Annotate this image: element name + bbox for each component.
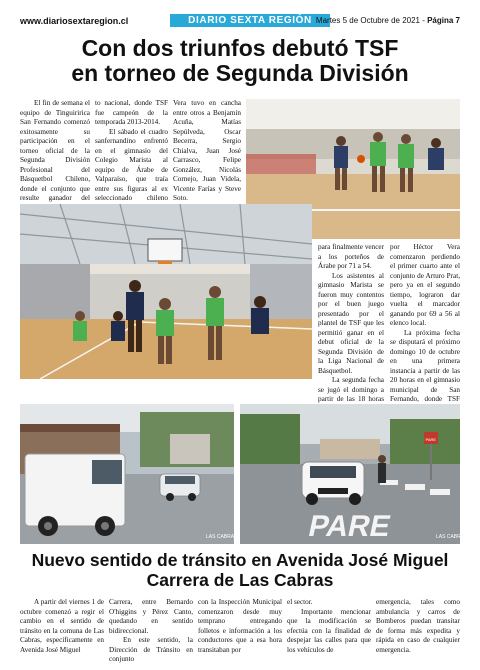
article2-column-1	[20, 598, 104, 655]
article1-column-5	[390, 243, 460, 424]
paragraph: Vera tuvo en cancha entre otros a Benjamín Acuña, Matías Sepúlveda, Oscar Becerra, Sergio Chialva, Juan José Carrasco, Felipe González, Nicolás Cornejo, Juan Videla, Vicente Farías y Steve Soto.	[173, 99, 241, 202]
article1-headline	[20, 36, 460, 86]
newspaper-name: DIARIO SEXTA REGIÓN	[170, 14, 330, 27]
basketball-photo-2	[20, 204, 312, 379]
paragraph: el sector.	[287, 598, 313, 606]
watermark-logo: LAS CABRAS	[436, 534, 468, 540]
stop-sign-text: PARE	[425, 437, 437, 442]
paragraph: por Héctor Vera comenzaron perdiendo el primer cuarto ante el conjunto de Arturo Prat, pero ya en el segundo tiempo, lograron dar vuelta el marcador ganando por 69 a 56 al elenco local.	[390, 243, 460, 327]
paragraph: Importante mencionar que la modificación se efectúa con la finalidad de despejar las calles para que los vehículos de	[287, 607, 371, 654]
website-url[interactable]: www.diariosextaregion.cl	[20, 16, 129, 26]
article1-headline-line1: Con dos triunfos debutó TSF	[81, 35, 399, 61]
paragraph: A partir del viernes 1 de octubre comenzó a regir el cambio en el sentido de tránsito en la comuna de Las Cabras, específicamente en Avenida José Miguel	[20, 598, 104, 654]
paragraph: para finalmente vencer a los porteños de Árabe por 71 a 54.	[318, 243, 384, 270]
street-photo-van	[20, 404, 238, 544]
paragraph: emergencia, tales como ambulancia y carros de Bomberos puedan transitar de forma más expedita y rápida en caso de cualquier emergencia.	[376, 598, 460, 654]
paragraph: El sábado el cuadro sanfernandino enfrentó en el gimnasio del Colegio Marista al equipo de Árabe de Valparaíso, que traía entre sus figuras al ex seleccionado chileno	[95, 127, 168, 202]
date-page	[316, 16, 460, 25]
article1-headline-line2: en torneo de Segunda División	[71, 59, 409, 86]
issue-date: Martes 5 de Octubre de 2021 -	[315, 16, 428, 25]
paragraph: to nacional, donde TSF fue campeón de la temporada 2013-2014.	[95, 99, 168, 126]
page-number: Página 7	[427, 16, 460, 25]
article2-headline-line1: Nuevo sentido de tránsito en Avenida José Miguel	[31, 550, 449, 570]
street-photo-pare	[240, 404, 468, 544]
article2-headline	[20, 550, 460, 590]
watermark-logo: LAS CABRAS	[206, 534, 238, 540]
article2-column-4	[287, 598, 371, 655]
paragraph: La próxima fecha se disputará el próximo domingo 10 de octubre en una primera instancia a partir de las 20 horas en el gimnasio municipal de San Fernando, donde TSF	[390, 328, 460, 403]
page-header	[20, 14, 460, 28]
paragraph: Carrera, entre Bernardo O'higgins y Pérez Canto, quedando en sentido bidireccional.	[109, 598, 193, 635]
article2-column-2	[109, 598, 193, 665]
paragraph: Los asistentes al gimnasio Marista se fueron muy contentos por el buen juego presentado por el plantel de TSF que les permitió ganar en el debut oficial de la Segunda División de la Liga Nacional de Básquetbol.	[318, 271, 384, 375]
paragraph: La segunda fecha se jugó el domingo a partir de las 18 horas	[318, 376, 384, 403]
article2-column-5	[376, 598, 460, 655]
paragraph: En este sentido, la Dirección de Tránsito en conjunto	[109, 636, 193, 663]
paragraph: El fin de semana el equipo de Tinguiririca San Fernando comenzó exitosamente su participación en el torneo oficial de la Segunda División Profesional del Básquetbol Chileno, donde el conjunto que resulte ganador del	[20, 99, 90, 202]
paragraph: con la Inspección Municipal comenzaron desde muy temprano entregando folletos e información a los conductores que a esa hora transitaban por	[198, 598, 282, 654]
road-pare-marking: PARE	[305, 510, 394, 543]
article2-headline-line2: Carrera de Las Cabras	[146, 570, 334, 591]
article2-column-3	[198, 598, 282, 655]
